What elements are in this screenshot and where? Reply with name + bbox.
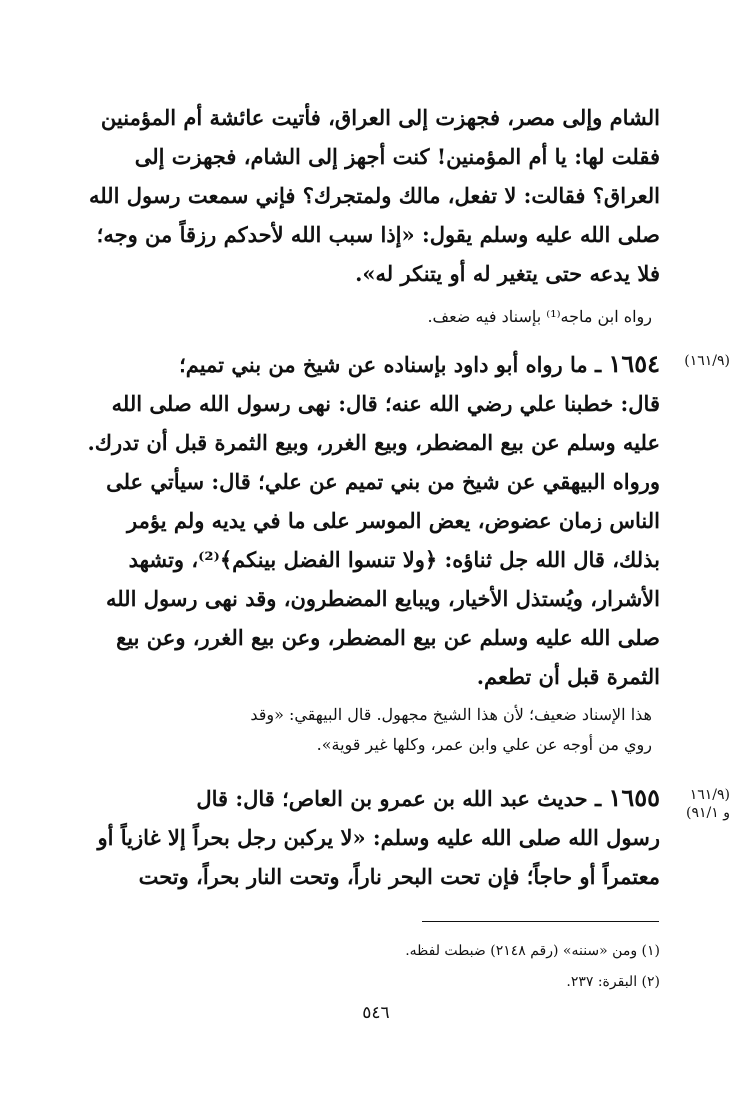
text-line: الأشرار، ويُستذل الأخيار، ويبايع المضطرون، وقد نهى رسول الله (105, 586, 660, 611)
hadith-heading-line (85, 778, 660, 818)
text-line: العراق؟ فقالت: لا تفعل، مالك ولمتجرك؟ فإني سمعت رسول الله (88, 183, 660, 208)
margin-reference-line: و ٩١/١) (686, 805, 730, 821)
text-line: بذلك، قال الله جل ثناؤه: ﴿ولا تنسوا الفضل بينكم﴾⁽²⁾، وتشهد (128, 547, 660, 572)
hadith-heading-line (85, 344, 660, 384)
text-line: الناس زمان عضوض، يعض الموسر على ما في يديه ولم يؤمر (127, 508, 660, 533)
grading-note (77, 302, 652, 332)
text-line: صلى الله عليه وسلم يقول: «إذا سبب الله لأحدكم رزقاً من وجه؛ (96, 222, 660, 247)
hadith-heading-text: ـ حديث عبد الله بن عمرو بن العاص؛ قال: قال (196, 786, 602, 811)
text-line: رسول الله صلى الله عليه وسلم: «لا يركبن رجل بحراً إلا غازياً أو (97, 825, 660, 850)
isnad-note (77, 700, 652, 760)
text-line: فقلت لها: يا أم المؤمنين! كنت أجهز إلى الشام، فجهزت إلى (134, 144, 660, 169)
footnote: (١) ومن «سننه» (رقم ٢١٤٨) ضبطت لفظه. (405, 943, 660, 959)
footnote: (٢) البقرة: ٢٣٧. (566, 974, 660, 990)
note-line: هذا الإسناد ضعيف؛ لأن هذا الشيخ مجهول. قال البيهقي: «وقد (250, 705, 652, 724)
note-line: روي من أوجه عن علي وابن عمر، وكلها غير قوية». (316, 735, 652, 754)
text-line: عليه وسلم عن بيع المضطر، وبيع الغرر، وبيع الثمرة قبل أن تدرك. (87, 430, 660, 455)
paragraph-continuation (85, 98, 660, 293)
text-line: ورواه البيهقي عن شيخ من بني تميم عن علي؛ قال: سيأتي على (106, 469, 660, 494)
margin-reference-line: (١٦١/٩ (689, 787, 730, 803)
footnote-divider (422, 921, 659, 922)
hadith-number: ١٦٥٤ (608, 349, 660, 378)
text-line: الثمرة قبل أن تطعم. (476, 664, 660, 689)
hadith-1654 (85, 344, 660, 696)
note-line: رواه ابن ماجه⁽¹⁾ بإسناد فيه ضعف. (427, 307, 652, 326)
margin-reference-line: (١٦١/٩) (684, 353, 730, 369)
footnotes (360, 936, 660, 998)
margin-reference (660, 786, 730, 822)
margin-reference (660, 352, 730, 370)
hadith-heading-text: ـ ما رواه أبو داود بإسناده عن شيخ من بني تميم؛ (179, 352, 602, 377)
text-line: الشام وإلى مصر، فجهزت إلى العراق، فأتيت عائشة أم المؤمنين (100, 105, 660, 130)
text-line: فلا يدعه حتى يتغير له أو يتنكر له». (355, 261, 660, 286)
hadith-number: ١٦٥٥ (608, 783, 660, 812)
page-number: ٥٤٦ (362, 1003, 390, 1023)
text-line: معتمراً أو حاجاً؛ فإن تحت البحر ناراً، وتحت النار بحراً، وتحت (138, 864, 660, 889)
text-line: صلى الله عليه وسلم عن بيع المضطر، وعن بيع الغرر، وعن بيع (116, 625, 660, 650)
text-line: قال: خطبنا علي رضي الله عنه؛ قال: نهى رسول الله صلى الله (111, 391, 660, 416)
hadith-1655 (85, 778, 660, 896)
